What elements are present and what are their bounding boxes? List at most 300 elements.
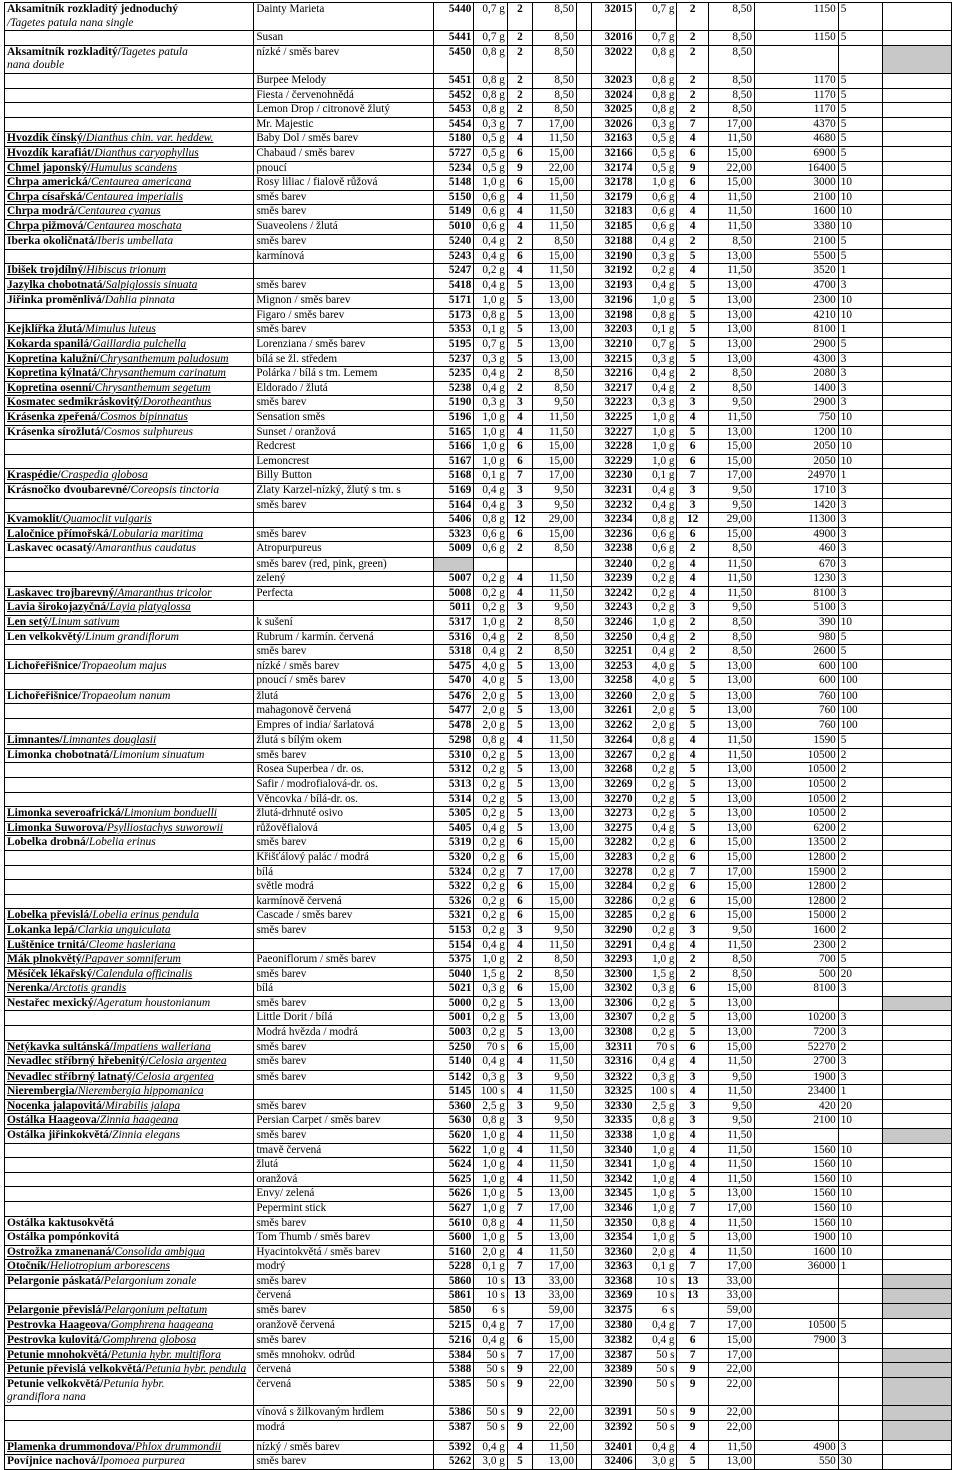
qty-cell: 0,4 g	[474, 484, 508, 499]
species-latin: Celosia argentea	[135, 1070, 214, 1083]
code2-cell: 32240	[591, 557, 635, 572]
species-name: Nevadlec stříbrný latnatý/	[7, 1070, 136, 1083]
variety-cell: Mignon / směs barev	[254, 294, 434, 309]
price-cell: 22,00	[532, 1405, 576, 1420]
volume-cell: 1560	[754, 1158, 838, 1173]
species-latin: Psylliostachys suworowii	[106, 821, 223, 834]
spacer-cell	[576, 1420, 591, 1440]
price2-cell: 9,50	[708, 1099, 754, 1114]
code2-cell: 32163	[591, 132, 635, 147]
code-cell: 5326	[434, 894, 474, 909]
species-latin: Limonium bonduelli	[124, 807, 217, 820]
code-cell: 5441	[434, 31, 474, 46]
flag-cell	[882, 807, 951, 822]
variety-cell	[254, 1085, 434, 1100]
qty-cell: 0,3 g	[474, 1070, 508, 1085]
flag-cell	[882, 674, 951, 689]
species-name: Povíjnice nachová/	[7, 1455, 100, 1468]
volume-cell: 500	[754, 967, 838, 982]
species-cell	[5, 909, 254, 924]
pack2-cell: 6	[677, 880, 708, 895]
code2-cell: 32341	[591, 1158, 635, 1173]
code2-cell: 32335	[591, 1114, 635, 1129]
species-cell	[5, 381, 254, 396]
pack2-cell: 5	[677, 294, 708, 309]
price2-cell: 13,00	[708, 718, 754, 733]
flag-cell	[882, 865, 951, 880]
species-name: Chrpa pižmová/	[7, 219, 87, 232]
box-cell: 3	[838, 1070, 882, 1085]
qty2-cell: 0,6 g	[635, 542, 677, 557]
qty2-cell: 0,3 g	[635, 1070, 677, 1085]
volume-cell: 2100	[754, 234, 838, 249]
table-row	[5, 454, 952, 469]
price2-cell: 11,50	[708, 1440, 754, 1455]
price-cell: 13,00	[532, 1026, 576, 1041]
species-latin: Tropaeolum majus	[81, 659, 167, 672]
code2-cell: 32228	[591, 440, 635, 455]
species-name: Lavia širokojazyčná/	[7, 601, 110, 614]
qty-cell: 0,2 g	[474, 586, 508, 601]
box-cell: 3	[838, 586, 882, 601]
code2-cell: 32023	[591, 73, 635, 88]
price2-cell: 13,00	[708, 1455, 754, 1470]
species-latin: Heliotropium arborescens	[49, 1260, 171, 1273]
price2-cell: 15,00	[708, 836, 754, 851]
variety-cell: Envy/ zelená	[254, 1187, 434, 1202]
flag-cell	[882, 338, 951, 353]
species-latin: Tagetes patula	[120, 45, 188, 58]
spacer-cell	[576, 542, 591, 557]
table-row	[5, 1026, 952, 1041]
flag-cell	[882, 1420, 951, 1440]
price-cell: 8,50	[532, 953, 576, 968]
spacer-cell	[576, 792, 591, 807]
volume-cell: 10500	[754, 777, 838, 792]
pack2-cell: 5	[677, 777, 708, 792]
volume-cell: 2900	[754, 396, 838, 411]
price2-cell: 29,00	[708, 513, 754, 528]
spacer-cell	[576, 205, 591, 220]
code-cell: 5630	[434, 1114, 474, 1129]
box-cell: 3	[838, 484, 882, 499]
table-row	[5, 894, 952, 909]
species-latin: Centaurea americana	[91, 176, 192, 189]
box-cell: 10	[838, 440, 882, 455]
pack-cell: 5	[507, 792, 532, 807]
code-cell: 5154	[434, 938, 474, 953]
species-cell	[5, 630, 254, 645]
volume-cell	[754, 1274, 838, 1289]
pack-cell: 2	[507, 542, 532, 557]
pack-cell: 2	[507, 381, 532, 396]
volume-cell: 1230	[754, 572, 838, 587]
species-cell	[5, 3, 254, 31]
table-row	[5, 352, 952, 367]
pack2-cell: 4	[677, 586, 708, 601]
pack2-cell: 9	[677, 1377, 708, 1405]
volume-cell: 670	[754, 557, 838, 572]
spacer-cell	[576, 294, 591, 309]
species-cell	[5, 278, 254, 293]
species-cell	[5, 1377, 254, 1405]
qty-cell: 0,7 g	[474, 3, 508, 31]
table-row	[5, 659, 952, 674]
species-latin: Mirabilis jalapa	[105, 1099, 181, 1112]
table-row	[5, 294, 952, 309]
flag-cell	[882, 117, 951, 132]
qty-cell: 0,5 g	[474, 132, 508, 147]
table-row	[5, 923, 952, 938]
pack2-cell: 3	[677, 923, 708, 938]
flag-cell	[882, 967, 951, 982]
species-latin: Chrysanthemum paludosum	[99, 352, 229, 365]
table-row	[5, 865, 952, 880]
price2-cell: 11,50	[708, 1143, 754, 1158]
qty-cell: 1,0 g	[474, 176, 508, 191]
code-cell: 5610	[434, 1216, 474, 1231]
variety-cell: směs barev	[254, 967, 434, 982]
flag-cell	[882, 73, 951, 88]
qty2-cell: 1,0 g	[635, 1172, 677, 1187]
qty-cell: 1,0 g	[474, 440, 508, 455]
qty2-cell: 2,0 g	[635, 704, 677, 719]
variety-cell: mahagonově červená	[254, 704, 434, 719]
code2-cell: 32217	[591, 381, 635, 396]
species-cell	[5, 763, 254, 778]
pack2-cell: 6	[677, 894, 708, 909]
code2-cell: 32278	[591, 865, 635, 880]
spacer-cell	[576, 381, 591, 396]
pack2-cell: 4	[677, 1440, 708, 1455]
volume-cell: 1900	[754, 1231, 838, 1246]
flag-cell	[882, 1011, 951, 1026]
price-cell: 13,00	[532, 807, 576, 822]
qty2-cell: 0,1 g	[635, 1260, 677, 1275]
table-row	[5, 219, 952, 234]
table-row	[5, 938, 952, 953]
volume-cell: 1560	[754, 1201, 838, 1216]
spacer-cell	[576, 572, 591, 587]
price-cell: 13,00	[532, 792, 576, 807]
volume-cell: 2050	[754, 440, 838, 455]
qty2-cell: 0,6 g	[635, 527, 677, 542]
variety-cell: Burpee Melody	[254, 73, 434, 88]
species-cell	[5, 572, 254, 587]
price-cell: 17,00	[532, 117, 576, 132]
species-cell	[5, 205, 254, 220]
table-row	[5, 1216, 952, 1231]
species-cell	[5, 1114, 254, 1129]
variety-cell: Křišťálový palác / modrá	[254, 850, 434, 865]
table-row	[5, 1405, 952, 1420]
qty-cell: 0,4 g	[474, 381, 508, 396]
volume-cell: 11300	[754, 513, 838, 528]
pack-cell: 5	[507, 323, 532, 338]
flag-cell	[882, 31, 951, 46]
qty-cell: 0,2 g	[474, 1011, 508, 1026]
spacer-cell	[576, 880, 591, 895]
spacer-cell	[576, 807, 591, 822]
code2-cell: 32325	[591, 1085, 635, 1100]
price2-cell: 15,00	[708, 1040, 754, 1055]
price-cell: 15,00	[532, 909, 576, 924]
variety-cell: Tom Thumb / směs barev	[254, 1231, 434, 1246]
price-cell: 15,00	[532, 249, 576, 264]
qty2-cell: 0,4 g	[635, 1440, 677, 1455]
variety-cell: směs barev	[254, 1455, 434, 1470]
price2-cell: 13,00	[708, 689, 754, 704]
flag-cell	[882, 821, 951, 836]
flag-cell	[882, 586, 951, 601]
code2-cell: 32391	[591, 1405, 635, 1420]
pack2-cell: 3	[677, 498, 708, 513]
qty-cell: 0,3 g	[474, 982, 508, 997]
flag-cell	[882, 1128, 951, 1143]
qty2-cell: 0,2 g	[635, 1026, 677, 1041]
price2-cell: 13,00	[708, 294, 754, 309]
pack2-cell: 9	[677, 1420, 708, 1440]
volume-cell: 1170	[754, 88, 838, 103]
price-cell: 13,00	[532, 1187, 576, 1202]
box-cell: 5	[838, 117, 882, 132]
spacer-cell	[576, 1085, 591, 1100]
code2-cell: 32354	[591, 1231, 635, 1246]
code-cell: 5001	[434, 1011, 474, 1026]
pack2-cell: 6	[677, 454, 708, 469]
code2-cell: 32193	[591, 278, 635, 293]
pack2-cell: 6	[677, 1333, 708, 1348]
spacer-cell	[576, 1231, 591, 1246]
code-cell: 5164	[434, 498, 474, 513]
code2-cell: 32234	[591, 513, 635, 528]
code2-cell: 32316	[591, 1055, 635, 1070]
flag-cell	[882, 396, 951, 411]
price-cell: 13,00	[532, 308, 576, 323]
code2-cell: 32345	[591, 1187, 635, 1202]
box-cell: 2	[838, 880, 882, 895]
species-cell	[5, 880, 254, 895]
price2-cell: 11,50	[708, 1158, 754, 1173]
species-name: Nierembergia/	[7, 1085, 78, 1098]
pack2-cell: 2	[677, 381, 708, 396]
variety-cell: Cascade / směs barev	[254, 909, 434, 924]
qty2-cell: 1,5 g	[635, 967, 677, 982]
spacer-cell	[576, 1055, 591, 1070]
qty2-cell: 1,0 g	[635, 1231, 677, 1246]
box-cell: 3	[838, 1440, 882, 1455]
species-name: Pelargonie převislá/	[7, 1304, 105, 1317]
pack-cell: 4	[507, 1158, 532, 1173]
table-row	[5, 557, 952, 572]
qty-cell: 0,8 g	[474, 73, 508, 88]
code2-cell: 32227	[591, 425, 635, 440]
species-latin: Chrysanthemum carinatum	[100, 367, 226, 380]
pack2-cell: 6	[677, 527, 708, 542]
spacer-cell	[576, 396, 591, 411]
spacer-cell	[576, 1377, 591, 1405]
qty2-cell: 0,4 g	[635, 1055, 677, 1070]
pack2-cell: 2	[677, 103, 708, 118]
pack2-cell: 12	[677, 513, 708, 528]
table-row	[5, 763, 952, 778]
price-cell: 9,50	[532, 601, 576, 616]
code-cell: 5475	[434, 659, 474, 674]
qty-cell: 0,4 g	[474, 1440, 508, 1455]
qty2-cell: 0,2 g	[635, 748, 677, 763]
table-row	[5, 982, 952, 997]
pack2-cell: 2	[677, 616, 708, 631]
variety-cell: bílá	[254, 865, 434, 880]
volume-cell: 1150	[754, 3, 838, 31]
variety-cell: žlutá	[254, 1158, 434, 1173]
price-cell: 8,50	[532, 234, 576, 249]
price-cell: 15,00	[532, 894, 576, 909]
pack-cell: 3	[507, 601, 532, 616]
volume-cell	[754, 1420, 838, 1440]
species-cell	[5, 219, 254, 234]
pack-cell: 9	[507, 1405, 532, 1420]
spacer-cell	[576, 748, 591, 763]
species-cell	[5, 704, 254, 719]
price-cell: 15,00	[532, 440, 576, 455]
spacer-cell	[576, 630, 591, 645]
species-latin: Petunia hybr.	[103, 1377, 165, 1390]
code2-cell: 32291	[591, 938, 635, 953]
spacer-cell	[576, 938, 591, 953]
variety-cell: Dainty Marieta	[254, 3, 434, 31]
code-cell: 5316	[434, 630, 474, 645]
species-cell	[5, 469, 254, 484]
qty-cell: 4,0 g	[474, 674, 508, 689]
box-cell: 2	[838, 1040, 882, 1055]
code2-cell: 32016	[591, 31, 635, 46]
spacer-cell	[576, 601, 591, 616]
qty2-cell: 50 s	[635, 1363, 677, 1378]
qty-cell: 0,2 g	[474, 264, 508, 279]
pack2-cell: 2	[677, 73, 708, 88]
species-cell	[5, 689, 254, 704]
box-cell	[838, 45, 882, 73]
code2-cell: 32024	[591, 88, 635, 103]
box-cell: 10	[838, 190, 882, 205]
code-cell: 5470	[434, 674, 474, 689]
price-cell: 9,50	[532, 1070, 576, 1085]
flag-cell	[882, 1260, 951, 1275]
volume-cell: 8100	[754, 586, 838, 601]
variety-cell	[254, 264, 434, 279]
qty2-cell: 0,5 g	[635, 132, 677, 147]
qty-cell: 10 s	[474, 1289, 508, 1304]
pack-cell: 2	[507, 31, 532, 46]
table-row	[5, 704, 952, 719]
variety-cell: směs barev	[254, 323, 434, 338]
code2-cell: 32401	[591, 1440, 635, 1455]
pack-cell: 5	[507, 674, 532, 689]
price2-cell: 13,00	[708, 659, 754, 674]
price-cell: 9,50	[532, 1114, 576, 1129]
qty2-cell: 0,2 g	[635, 572, 677, 587]
spacer-cell	[576, 88, 591, 103]
box-cell: 100	[838, 689, 882, 704]
table-row	[5, 1158, 952, 1173]
qty-cell: 0,4 g	[474, 367, 508, 382]
volume-cell: 1710	[754, 484, 838, 499]
qty-cell: 1,0 g	[474, 294, 508, 309]
table-row	[5, 836, 952, 851]
price2-cell: 9,50	[708, 1070, 754, 1085]
species-cell	[5, 527, 254, 542]
flag-cell	[882, 557, 951, 572]
box-cell: 5	[838, 249, 882, 264]
price-cell: 8,50	[532, 381, 576, 396]
volume-cell	[754, 45, 838, 73]
box-cell: 5	[838, 1318, 882, 1333]
price-cell: 13,00	[532, 996, 576, 1011]
volume-cell: 12800	[754, 850, 838, 865]
volume-cell	[754, 1363, 838, 1378]
table-row	[5, 527, 952, 542]
volume-cell: 600	[754, 674, 838, 689]
code2-cell: 32392	[591, 1420, 635, 1440]
qty-cell: 1,0 g	[474, 1231, 508, 1246]
price2-cell: 13,00	[708, 996, 754, 1011]
qty2-cell: 0,4 g	[635, 938, 677, 953]
price-cell: 11,50	[532, 425, 576, 440]
species-name: Limonka severoafrická/	[7, 807, 125, 820]
variety-cell: směs barev	[254, 1099, 434, 1114]
volume-cell: 2600	[754, 645, 838, 660]
code-cell: 5321	[434, 909, 474, 924]
pack-cell: 6	[507, 527, 532, 542]
volume-cell: 600	[754, 659, 838, 674]
pack2-cell: 5	[677, 1187, 708, 1202]
species-latin: Phlox drummondii	[135, 1440, 222, 1453]
pack2-cell: 4	[677, 748, 708, 763]
flag-cell	[882, 352, 951, 367]
species-latin: Cleome hasleriana	[88, 938, 176, 951]
variety-cell: Chabaud / směs barev	[254, 146, 434, 161]
pack2-cell: 4	[677, 1172, 708, 1187]
variety-cell: zelený	[254, 572, 434, 587]
code-cell: 5450	[434, 45, 474, 73]
volume-cell: 10200	[754, 1011, 838, 1026]
code2-cell: 32269	[591, 777, 635, 792]
box-cell: 3	[838, 601, 882, 616]
variety-cell: Sensation směs	[254, 411, 434, 426]
variety-cell: směs mnohokv. odrůd	[254, 1348, 434, 1363]
flag-cell	[882, 704, 951, 719]
flag-cell	[882, 308, 951, 323]
qty2-cell: 0,4 g	[635, 278, 677, 293]
volume-cell	[754, 1348, 838, 1363]
volume-cell: 1900	[754, 1070, 838, 1085]
species-name: Len setý/	[7, 616, 52, 629]
qty-cell: 0,2 g	[474, 763, 508, 778]
species-name: Petunie velkokvětá/	[7, 1377, 104, 1390]
pack-cell: 7	[507, 1260, 532, 1275]
pack2-cell: 7	[677, 469, 708, 484]
box-cell: 3	[838, 982, 882, 997]
qty2-cell: 0,2 g	[635, 1011, 677, 1026]
volume-cell: 4300	[754, 352, 838, 367]
species-cell	[5, 923, 254, 938]
box-cell: 3	[838, 498, 882, 513]
volume-cell: 390	[754, 616, 838, 631]
code-cell: 5040	[434, 967, 474, 982]
box-cell: 2	[838, 763, 882, 778]
box-cell: 3	[838, 1011, 882, 1026]
